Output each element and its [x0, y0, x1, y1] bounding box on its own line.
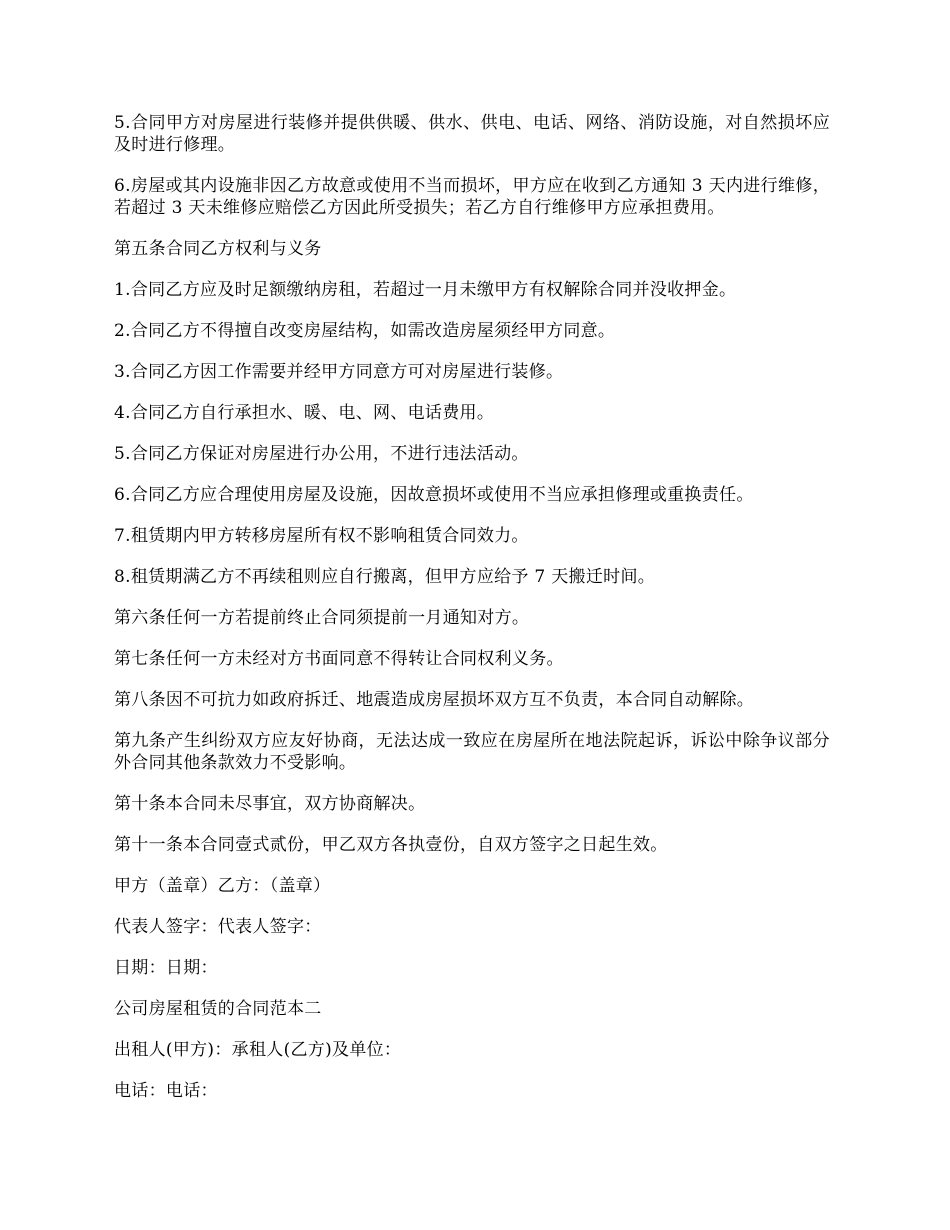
clause-10: 第十条本合同未尽事宜，双方协商解决。: [114, 794, 426, 814]
clause-8: 第八条因不可抗力如政府拆迁、地震造成房屋损坏双方互不负责，本合同自动解除。: [114, 690, 755, 710]
phone-line: 电话：电话：: [114, 1081, 218, 1101]
date-line: 日期：日期：: [114, 958, 218, 978]
clause-5-item-8: 8.租赁期满乙方不再续租则应自行搬离，但甲方应给予 7 天搬迁时间。: [114, 567, 656, 587]
signature-line: 代表人签字：代表人签字：: [114, 917, 322, 937]
clause-5-item-7: 7.租赁期内甲方转移房屋所有权不影响租赁合同效力。: [114, 526, 529, 546]
clause-5-heading: 第五条合同乙方权利与义务: [114, 239, 322, 259]
template-2-title: 公司房屋租赁的合同范本二: [114, 999, 322, 1019]
clause-4-item-6: 6.房屋或其内设施非因乙方故意或使用不当而损坏，甲方应在收到乙方通知 3 天内进行维修，若超过 3 天未维修应赔偿乙方因此所受损失；若乙方自行维修甲方应承担费用。: [114, 176, 830, 218]
clause-5-item-3: 3.合同乙方因工作需要并经甲方同意方可对房屋进行装修。: [114, 362, 564, 382]
clause-5-item-2: 2.合同乙方不得擅自改变房屋结构，如需改造房屋须经甲方同意。: [114, 321, 616, 341]
clause-11: 第十一条本合同壹式贰份，甲乙双方各执壹份，自双方签字之日起生效。: [114, 835, 668, 855]
clause-5-item-6: 6.合同乙方应合理使用房屋及设施，因故意损坏或使用不当应承担修理或重换责任。: [114, 485, 754, 505]
clause-5-item-1: 1.合同乙方应及时足额缴纳房租，若超过一月未缴甲方有权解除合同并没收押金。: [114, 280, 737, 300]
clause-9: 第九条产生纠纷双方应友好协商，无法达成一致应在房屋所在地法院起诉，诉讼中除争议部分外合同其他条款效力不受影响。: [114, 731, 830, 773]
clause-5-item-5: 5.合同乙方保证对房屋进行办公用，不进行违法活动。: [114, 444, 529, 464]
document-body: [114, 112, 830, 1121]
clause-5-item-4: 4.合同乙方自行承担水、暖、电、网、电话费用。: [114, 403, 495, 423]
clause-6: 第六条任何一方若提前终止合同须提前一月通知对方。: [114, 608, 530, 628]
clause-7: 第七条任何一方未经对方书面同意不得转让合同权利义务。: [114, 649, 564, 669]
parties-line: 出租人(甲方)：承租人(乙方)及单位：: [114, 1040, 402, 1060]
seal-line: 甲方（盖章）乙方：（盖章）: [114, 876, 331, 896]
clause-4-item-5: 5.合同甲方对房屋进行装修并提供供暖、供水、供电、电话、网络、消防设施，对自然损坏应及时进行修理。: [114, 113, 830, 155]
